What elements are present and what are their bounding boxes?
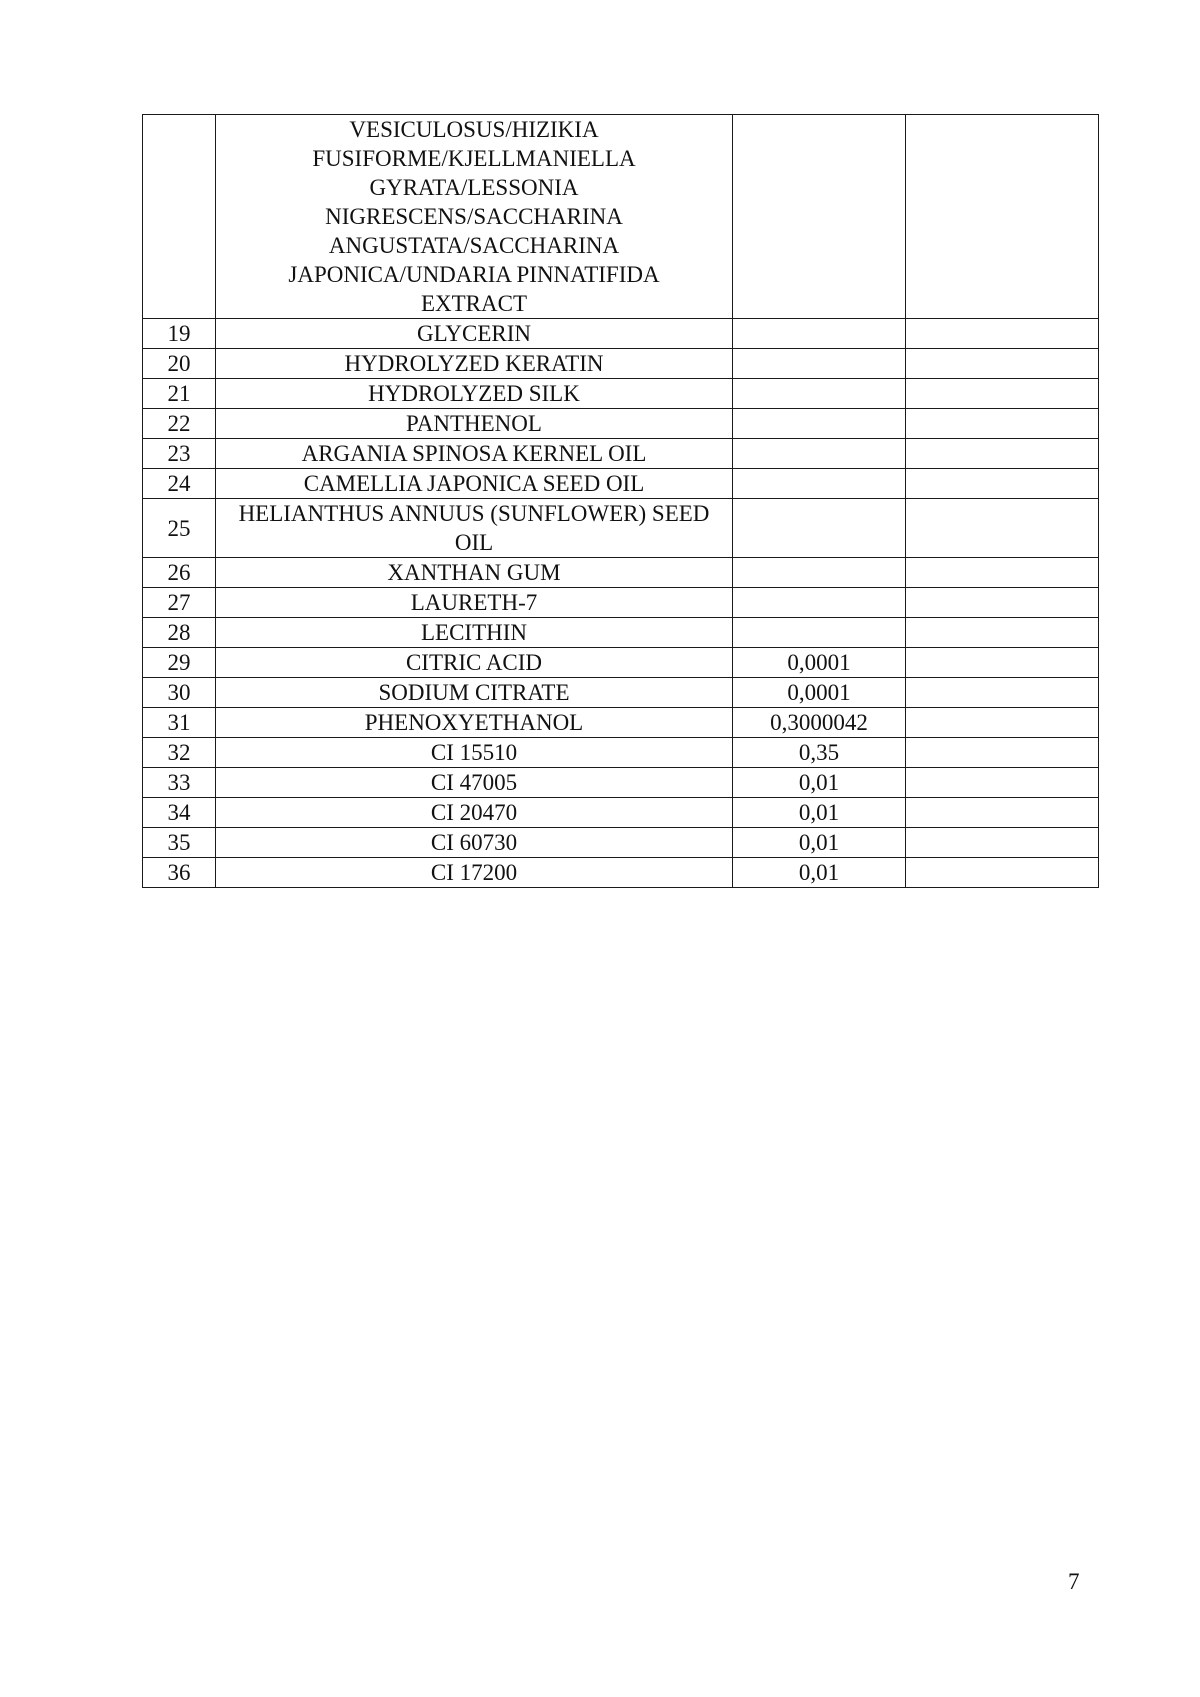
- table-row: [143, 738, 1099, 768]
- ingredient-name-line: ANGUSTATA/SACCHARINA: [328, 233, 620, 258]
- extra-cell: [906, 738, 1099, 768]
- concentration-cell: [733, 115, 906, 319]
- extra-cell: [906, 858, 1099, 888]
- extra-cell: [906, 409, 1099, 439]
- row-number-cell: 24: [143, 469, 216, 499]
- row-number-cell: 25: [143, 499, 216, 558]
- ingredient-name-line: CAMELLIA JAPONICA SEED OIL: [303, 471, 645, 496]
- ingredient-name-cell: [216, 558, 733, 588]
- table-row: [143, 828, 1099, 858]
- ingredient-name-cell: [216, 319, 733, 349]
- row-number-cell: 20: [143, 349, 216, 379]
- row-number-cell: 21: [143, 379, 216, 409]
- extra-cell: [906, 319, 1099, 349]
- ingredient-name-line: GLYCERIN: [417, 321, 531, 346]
- row-number-cell: 27: [143, 588, 216, 618]
- ingredient-name-cell: [216, 648, 733, 678]
- table-row: [143, 115, 1099, 319]
- extra-cell: [906, 678, 1099, 708]
- table-row: [143, 319, 1099, 349]
- ingredient-name-cell: [216, 738, 733, 768]
- extra-cell: [906, 439, 1099, 469]
- concentration-cell: [733, 409, 906, 439]
- table-row: [143, 858, 1099, 888]
- ingredient-name-line: XANTHAN GUM: [387, 560, 561, 585]
- table-row: [143, 648, 1099, 678]
- row-number-cell: 31: [143, 708, 216, 738]
- row-number-cell: 28: [143, 618, 216, 648]
- row-number-cell: 23: [143, 439, 216, 469]
- ingredients-table-body: [143, 115, 1099, 888]
- extra-cell: [906, 648, 1099, 678]
- ingredient-name-line: PANTHENOL: [406, 411, 542, 436]
- table-row: [143, 499, 1099, 558]
- concentration-cell: 0,3000042: [733, 708, 906, 738]
- ingredient-name-line: HYDROLYZED SILK: [368, 381, 580, 406]
- ingredient-name-line: LECITHIN: [420, 620, 528, 645]
- extra-cell: [906, 828, 1099, 858]
- table-row: [143, 379, 1099, 409]
- table-row: [143, 439, 1099, 469]
- ingredient-name-cell: [216, 828, 733, 858]
- table-row: [143, 469, 1099, 499]
- extra-cell: [906, 115, 1099, 319]
- extra-cell: [906, 708, 1099, 738]
- concentration-cell: 0,01: [733, 768, 906, 798]
- table-row: [143, 588, 1099, 618]
- ingredient-name-line: CI 20470: [430, 800, 518, 825]
- ingredient-name-cell: [216, 349, 733, 379]
- ingredient-name-cell: [216, 409, 733, 439]
- ingredients-table: [142, 114, 1099, 888]
- concentration-cell: 0,01: [733, 858, 906, 888]
- table-row: [143, 349, 1099, 379]
- extra-cell: [906, 618, 1099, 648]
- table-row: [143, 618, 1099, 648]
- extra-cell: [906, 499, 1099, 558]
- concentration-cell: 0,01: [733, 798, 906, 828]
- concentration-cell: [733, 319, 906, 349]
- ingredient-name-cell: [216, 588, 733, 618]
- ingredient-name-cell: [216, 469, 733, 499]
- ingredient-name-line: EXTRACT: [420, 291, 528, 316]
- row-number-cell: [143, 115, 216, 319]
- row-number-cell: 22: [143, 409, 216, 439]
- ingredient-name-cell: [216, 678, 733, 708]
- ingredient-name-line: GYRATA/LESSONIA: [369, 175, 579, 200]
- ingredient-name-line: OIL: [454, 530, 494, 555]
- ingredient-name-line: HELIANTHUS ANNUUS (SUNFLOWER) SEED: [238, 501, 710, 526]
- table-row: [143, 409, 1099, 439]
- extra-cell: [906, 379, 1099, 409]
- row-number-cell: 33: [143, 768, 216, 798]
- concentration-cell: [733, 558, 906, 588]
- table-row: [143, 558, 1099, 588]
- concentration-cell: [733, 439, 906, 469]
- ingredient-name-cell: [216, 439, 733, 469]
- extra-cell: [906, 558, 1099, 588]
- extra-cell: [906, 768, 1099, 798]
- ingredient-name-line: CI 15510: [430, 740, 518, 765]
- ingredient-name-cell: [216, 708, 733, 738]
- ingredient-name-cell: [216, 858, 733, 888]
- ingredient-name-line: CITRIC ACID: [405, 650, 543, 675]
- ingredient-name-line: FUSIFORME/KJELLMANIELLA: [312, 146, 636, 171]
- ingredient-name-line: NIGRESCENS/SACCHARINA: [325, 204, 623, 229]
- ingredient-name-line: JAPONICA/UNDARIA PINNATIFIDA: [288, 262, 660, 287]
- row-number-cell: 32: [143, 738, 216, 768]
- row-number-cell: 36: [143, 858, 216, 888]
- ingredient-name-line: CI 17200: [430, 860, 518, 885]
- row-number-cell: 34: [143, 798, 216, 828]
- ingredient-name-line: CI 47005: [430, 770, 518, 795]
- concentration-cell: [733, 469, 906, 499]
- table-row: [143, 768, 1099, 798]
- concentration-cell: 0,01: [733, 828, 906, 858]
- extra-cell: [906, 588, 1099, 618]
- row-number-cell: 35: [143, 828, 216, 858]
- concentration-cell: [733, 499, 906, 558]
- extra-cell: [906, 349, 1099, 379]
- ingredient-name-cell: [216, 379, 733, 409]
- row-number-cell: 29: [143, 648, 216, 678]
- ingredient-name-line: CI 60730: [430, 830, 518, 855]
- ingredient-name-line: VESICULOSUS/HIZIKIA: [349, 117, 599, 142]
- row-number-cell: 30: [143, 678, 216, 708]
- concentration-cell: [733, 618, 906, 648]
- extra-cell: [906, 798, 1099, 828]
- ingredient-name-line: HYDROLYZED KERATIN: [344, 351, 604, 376]
- page-number: 7: [1068, 1569, 1080, 1594]
- table-row: [143, 798, 1099, 828]
- table-row: [143, 708, 1099, 738]
- ingredient-name-cell: [216, 499, 733, 558]
- concentration-cell: 0,0001: [733, 678, 906, 708]
- table-row: [143, 678, 1099, 708]
- concentration-cell: [733, 588, 906, 618]
- concentration-cell: 0,35: [733, 738, 906, 768]
- ingredient-name-line: PHENOXYETHANOL: [364, 710, 584, 735]
- ingredient-name-cell: [216, 115, 733, 319]
- extra-cell: [906, 469, 1099, 499]
- ingredient-name-line: LAURETH-7: [410, 590, 538, 615]
- ingredient-name-cell: [216, 618, 733, 648]
- concentration-cell: 0,0001: [733, 648, 906, 678]
- concentration-cell: [733, 379, 906, 409]
- ingredient-name-line: SODIUM CITRATE: [378, 680, 570, 705]
- ingredient-name-cell: [216, 768, 733, 798]
- ingredient-name-line: ARGANIA SPINOSA KERNEL OIL: [301, 441, 647, 466]
- concentration-cell: [733, 349, 906, 379]
- row-number-cell: 19: [143, 319, 216, 349]
- row-number-cell: 26: [143, 558, 216, 588]
- ingredient-name-cell: [216, 798, 733, 828]
